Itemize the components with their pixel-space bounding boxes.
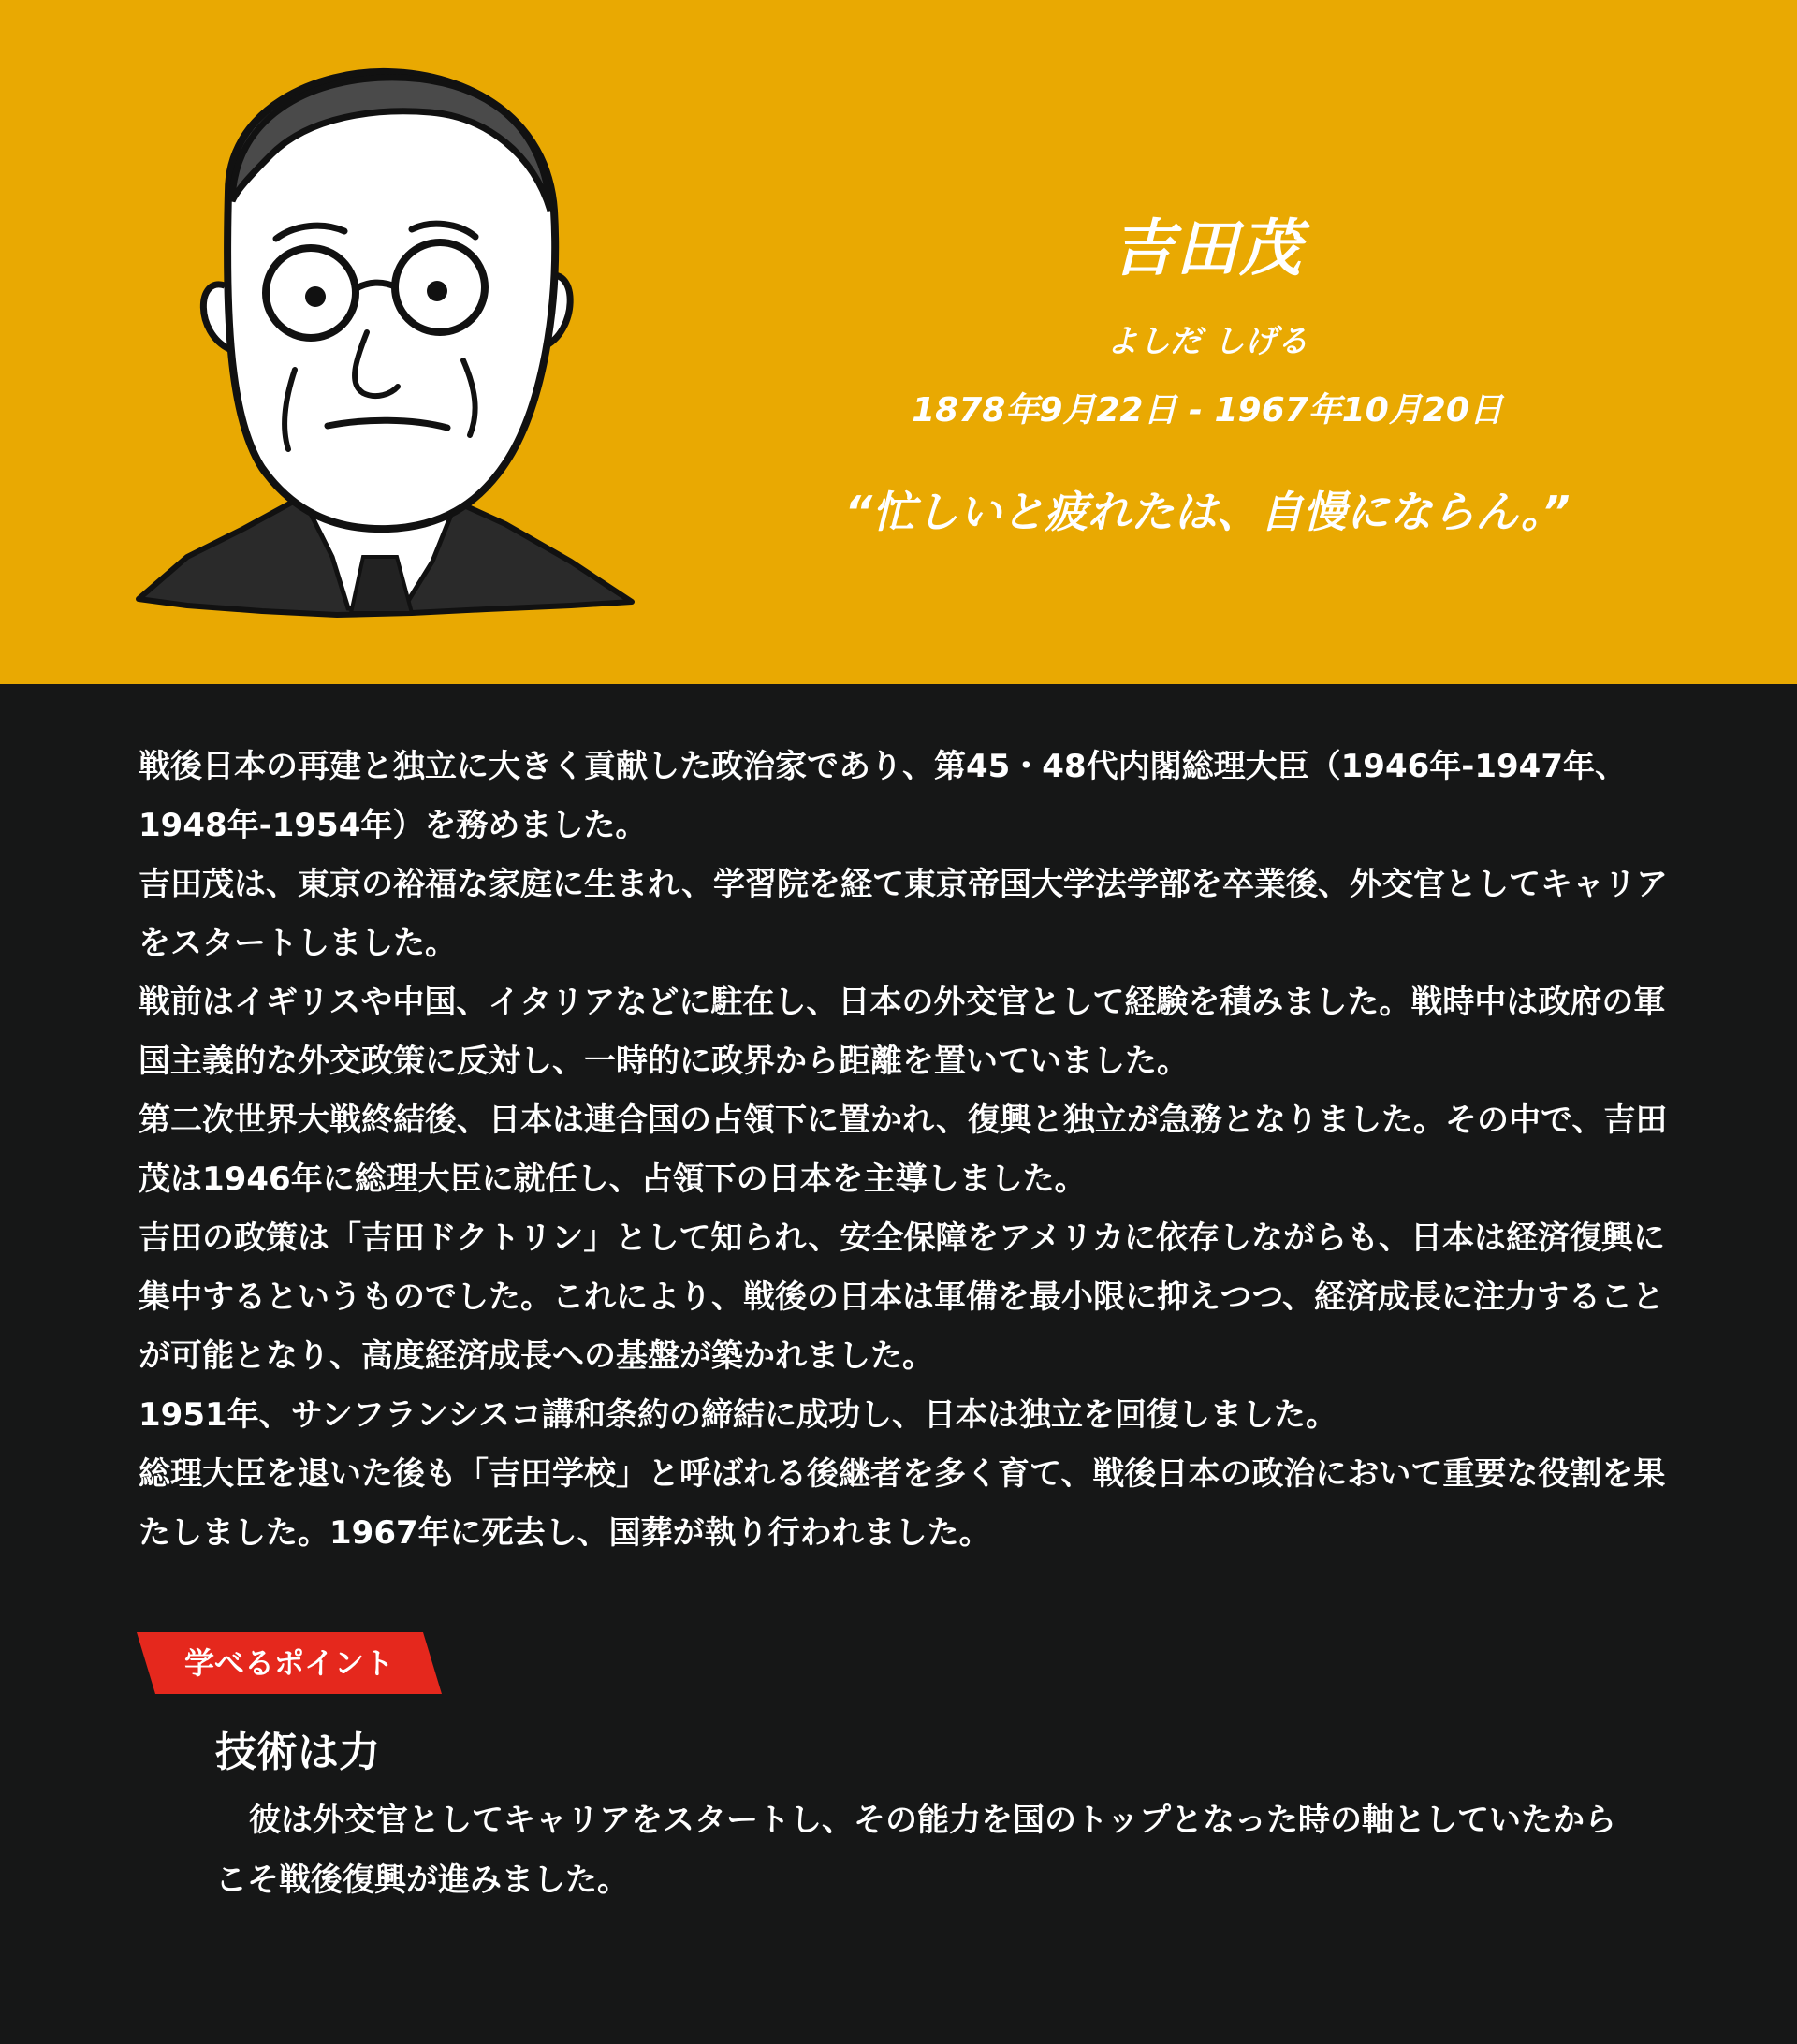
right-eye: [427, 281, 447, 301]
bio-paragraph: 戦後日本の再建と独立に大きく貢献した政治家であり、第45・48代内閣総理大臣（1946年-1947年、1948年-1954年）を務めました。: [139, 748, 1627, 844]
badge-label: 学べるポイント: [183, 1645, 394, 1681]
left-eye: [305, 286, 326, 307]
header-banner: [0, 0, 1797, 684]
point-title: 技術は力: [215, 1729, 380, 1776]
portrait-illustration: [131, 51, 636, 632]
person-name: 吉田茂: [1112, 212, 1303, 285]
header-text-block: [767, 187, 1647, 540]
biography: [139, 737, 1673, 1563]
bio-paragraph: 吉田の政策は「吉田ドクトリン」として知られ、安全保障をアメリカに依存しながらも、日本は経済復興に集中するというものでした。これにより、戦後の日本は軍備を最小限に抑えつつ、経済成長に注力することが可能となり、高度経済成長への基盤が築かれました。: [139, 1219, 1665, 1375]
point-body: 彼は外交官としてキャリアをスタートし、その能力を国のトップとなった時の軸としていたからこそ戦後復興が進みました。: [215, 1802, 1616, 1899]
quote: “忙しいと疲れたは、自慢にならん。”: [844, 487, 1571, 537]
learning-point-badge: [137, 1632, 442, 1694]
bio-paragraph: 第二次世界大戦終結後、日本は連合国の占領下に置かれ、復興と独立が急務となりました。その中で、吉田茂は1946年に総理大臣に就任し、占領下の日本を主導しました。: [139, 1102, 1668, 1198]
name-reading: よしだ しげる: [1106, 323, 1308, 360]
bio-paragraph: 吉田茂は、東京の裕福な家庭に生まれ、学習院を経て東京帝国大学法学部を卒業後、外交官としてキャリアをスタートしました。: [139, 866, 1669, 962]
life-dates: 1878年9月22日 - 1967年10月20日: [912, 391, 1503, 430]
bio-paragraph: 戦前はイギリスや中国、イタリアなどに駐在し、日本の外交官として経験を積みました。戦時中は政府の軍国主義的な外交政策に反対し、一時的に政界から距離を置いていました。: [139, 984, 1666, 1080]
bio-paragraph: 1951年、サンフランシスコ講和条約の締結に成功し、日本は独立を回復しました。: [139, 1396, 1338, 1434]
bio-paragraph: 総理大臣を退いた後も「吉田学校」と呼ばれる後継者を多く育て、戦後日本の政治において重要な役割を果たしました。1967年に死去し、国葬が執り行われました。: [139, 1455, 1666, 1552]
